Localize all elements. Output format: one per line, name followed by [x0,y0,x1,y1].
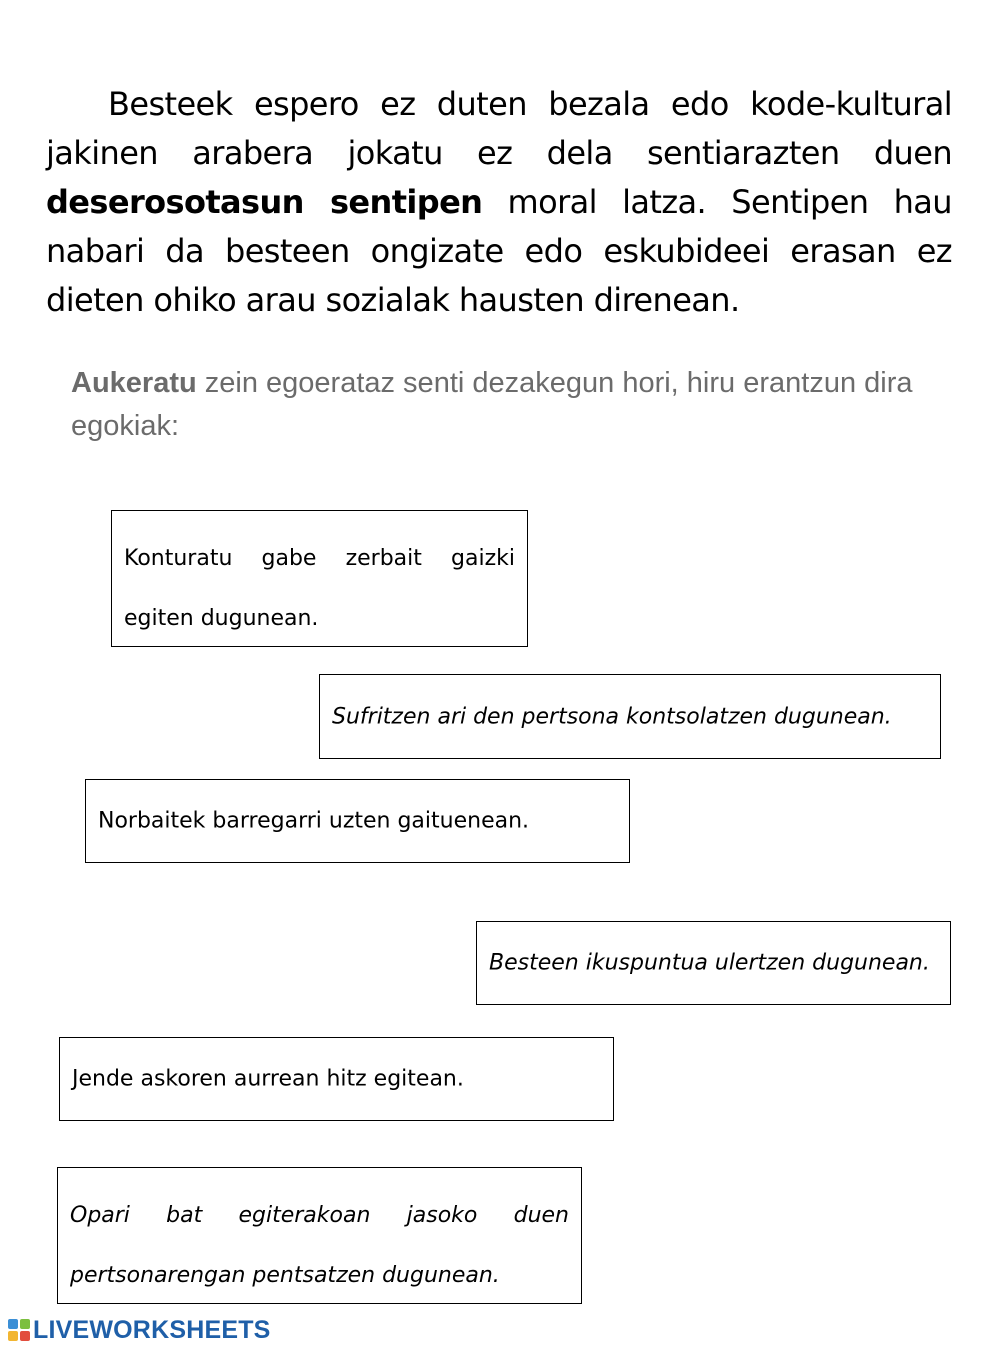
answer-option-3[interactable] [85,779,630,863]
definition-bold-term: deserosotasun sentipen [46,183,483,221]
answer-option-5[interactable] [59,1037,614,1121]
answer-option-label: Sufritzen ari den pertsona kontsolatzen dugunean. [332,704,892,729]
answer-option-2[interactable] [319,674,941,759]
liveworksheets-footer[interactable] [8,1316,271,1344]
instruction-bold: Aukeratu [71,367,197,399]
answer-option-label: Norbaitek barregarri uzten gaituenean. [98,808,530,834]
answer-option-1[interactable] [111,510,528,647]
liveworksheets-logo-icon [8,1319,30,1341]
definition-text-2: moral latza. Sentipen hau nabari da besteen ongizate edo eskubideei erasan ez dieten ohiko arau sozialak hausten direnean. [46,183,952,319]
definition-text-1: Besteek espero ez duten bezala edo kode-kultural jakinen arabera jokatu ez dela sentiarazten duen [46,85,952,172]
answer-option-label: Jende askoren aurrean hitz egitean. [72,1066,464,1092]
instruction-text [71,362,951,448]
answer-option-label: Besteen ikuspuntua ulertzen dugunean. [489,950,930,976]
instruction-rest: zein egoerataz senti dezakegun hori, hiru erantzun dira egokiak: [71,367,913,442]
answer-option-label: Konturatu gabe zerbait gaizki egiten dugunean. [124,546,515,631]
answer-option-label: Opari bat egiterakoan jasoko duen pertsonarengan pentsatzen dugunean. [70,1203,569,1288]
definition-paragraph [46,80,952,325]
answer-option-6[interactable] [57,1167,582,1304]
liveworksheets-brand: LIVEWORKSHEETS [33,1315,271,1344]
answer-option-4[interactable] [476,921,951,1005]
